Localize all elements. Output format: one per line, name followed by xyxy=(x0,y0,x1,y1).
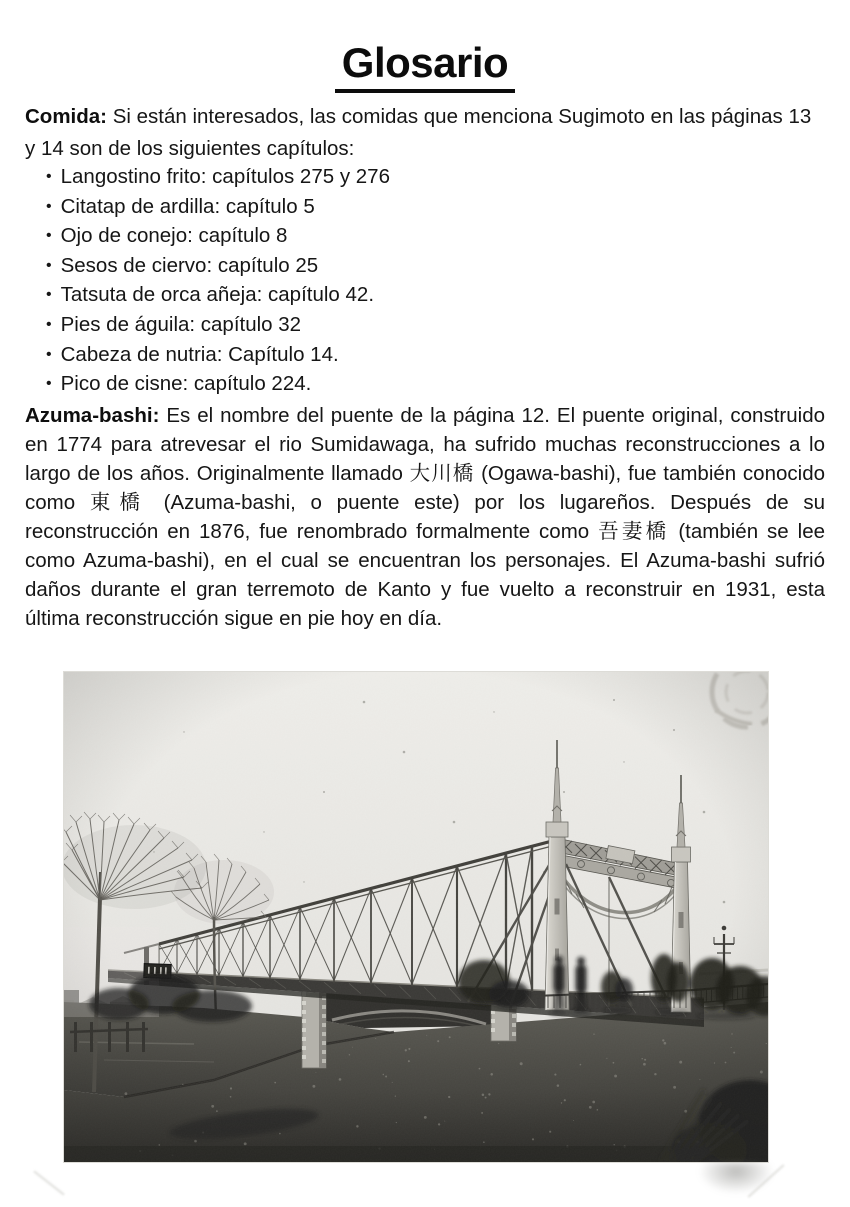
azuma-bashi-photo xyxy=(64,672,768,1162)
bullet-icon: • xyxy=(46,227,52,245)
chapter-list-item-text: Pico de cisne: capítulo 224. xyxy=(60,372,312,396)
bullet-icon: • xyxy=(46,286,52,304)
chapter-list-item xyxy=(46,193,846,223)
bullet-icon: • xyxy=(46,315,52,333)
chapter-list-item-text: Tatsuta de orca añeja: capítulo 42. xyxy=(60,283,375,307)
bullet-icon: • xyxy=(46,345,52,363)
chapter-list-item-text: Pies de águila: capítulo 32 xyxy=(60,312,302,336)
vignette xyxy=(64,672,768,1162)
bridge-body: Es el nombre del puente de la página 12. El puente original, construido en 1774 para atrevesar el rio Sumidawaga, ha sufrido muchas reconstrucciones a lo largo de los años. Originalmente llamado 大川橋 (Ogawa-bashi), fue también conocido como 東橋 (Azuma-bashi, o puente este) por los lugareños. Después de su reconstrucción en 1876, fue renombrado formalmente como 吾妻橋 (también se lee como Azuma-bashi), en el cual se encuentran los personajes. El Azuma-bashi sufrió daños durante el gran terremoto de Kanto y fue vuelto a reconstruir en 1931, esta última reconstrucción sigue en pie hoy en día. xyxy=(25,404,825,630)
chapter-list-item xyxy=(46,252,846,282)
food-paragraph xyxy=(25,101,825,165)
bridge-paragraph xyxy=(25,401,825,633)
chapter-list-item xyxy=(46,370,846,400)
chapter-list-item xyxy=(46,281,846,311)
bridge-photo-svg xyxy=(64,672,768,1162)
bullet-icon: • xyxy=(46,256,52,274)
scan-streak-left xyxy=(33,1171,64,1196)
bullet-icon: • xyxy=(46,197,52,215)
scan-smudge xyxy=(698,1162,774,1194)
chapter-list-item xyxy=(46,311,846,341)
food-term: Comida: xyxy=(25,105,107,128)
bullet-icon: • xyxy=(46,168,52,185)
bridge-term: Azuma-bashi: xyxy=(25,404,160,427)
page-title: Glosario xyxy=(335,42,515,93)
food-chapter-list xyxy=(25,163,846,400)
photo-scene xyxy=(64,672,768,1162)
bullet-icon: • xyxy=(46,375,52,393)
chapter-list-item xyxy=(46,163,846,193)
chapter-list-item-text: Sesos de ciervo: capítulo 25 xyxy=(60,253,319,277)
chapter-list-item-text: Citatap de ardilla: capítulo 5 xyxy=(60,194,315,218)
chapter-list-item-text: Langostino frito: capítulos 275 y 276 xyxy=(60,165,390,188)
chapter-list-item-text: Cabeza de nutria: Capítulo 14. xyxy=(60,342,339,366)
title-wrap xyxy=(0,39,850,93)
chapter-list-item xyxy=(46,222,846,252)
food-intro: Si están interesados, las comidas que menciona Sugimoto en las páginas 13 y 14 son de los siguientes capítulos: xyxy=(25,105,812,160)
chapter-list-item-text: Ojo de conejo: capítulo 8 xyxy=(60,224,288,248)
chapter-list-item xyxy=(46,341,846,371)
